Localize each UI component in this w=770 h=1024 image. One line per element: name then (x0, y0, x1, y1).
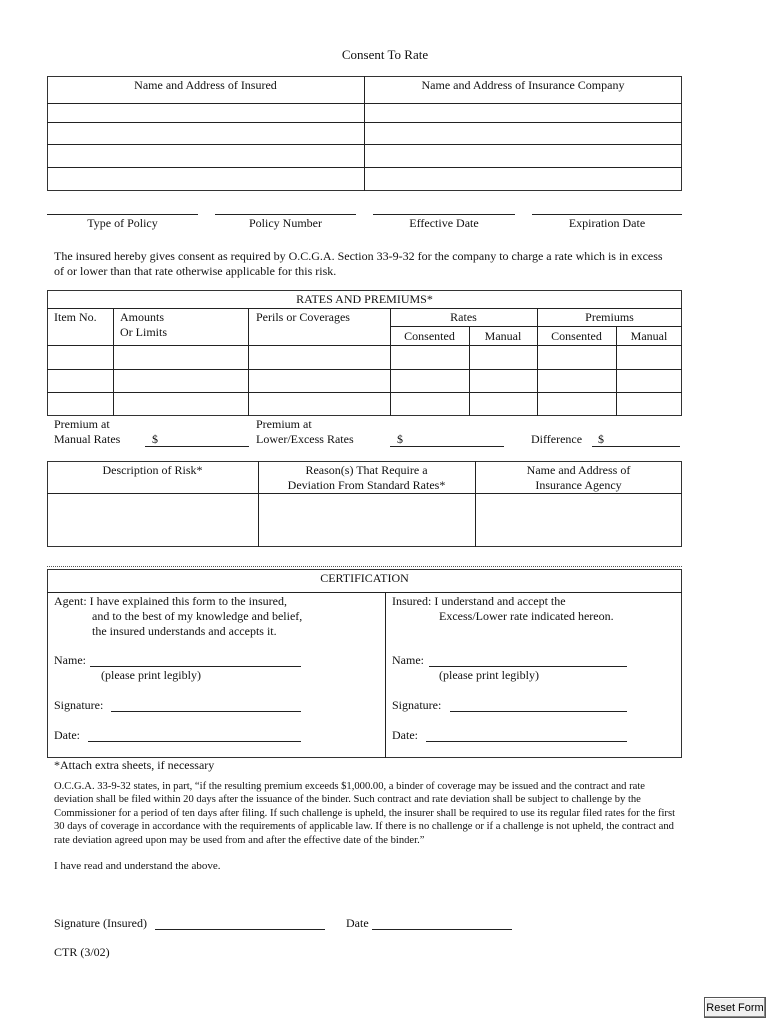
difference-field[interactable] (606, 430, 680, 446)
insured-date-label: Date: (392, 728, 418, 742)
description-header: Description of Risk* (102, 463, 203, 477)
insured-name-label: Name: (392, 653, 424, 667)
insured-date-field[interactable] (426, 725, 627, 741)
perils-header: Perils or Coverages (256, 310, 350, 324)
premiums-manual-header: Manual (630, 329, 668, 343)
signature-insured-field[interactable] (155, 913, 325, 929)
policy-type-field[interactable] (47, 196, 198, 213)
read-statement: I have read and understand the above. (54, 860, 221, 872)
agency-field[interactable] (477, 495, 680, 545)
premium-manual-label-1: Premium at (54, 417, 110, 431)
agent-date-field[interactable] (88, 725, 301, 741)
rates-table-title: RATES AND PREMIUMS* (296, 292, 433, 306)
difference-dollar: $ (598, 432, 604, 446)
statute-paragraph: O.C.G.A. 33-9-32 states, in part, “if the resulting premium exceeds $1,000.00, a binder of coverage may be issued and the contract and rate deviation shall be filed within 20 days after the issuance of the binder. Such contract and rate deviation shall be subject to challenge by the Commissioner for a period of ten days after filing. If such challenge is upheld, the insurer shall be required to use its regular filed rates for the first 30 days of coverage in accordance with the requirements of applicable law. If there is no challenge or if a challenge is not upheld, the contract and rate deviation agreed upon may be used from and after the effective date of the binder.” (54, 781, 676, 846)
limits-header: Or Limits (120, 325, 167, 339)
expiration-date-label: Expiration Date (568, 216, 646, 230)
form-id: CTR (3/02) (54, 945, 110, 959)
effective-date-field[interactable] (373, 196, 515, 213)
reasons-header-2: Deviation From Standard Rates* (287, 478, 446, 492)
expiration-date-field[interactable] (532, 196, 682, 213)
rates-header: Rates (450, 310, 477, 324)
premium-lower-dollar: $ (397, 432, 403, 446)
item-no-header: Item No. (54, 310, 97, 324)
effective-date-label: Effective Date (409, 216, 479, 230)
rates-row[interactable] (48, 346, 681, 368)
insured-name-header: Name and Address of Insured (134, 78, 277, 92)
attach-note: *Attach extra sheets, if necessary (54, 758, 215, 772)
agent-signature-field[interactable] (111, 695, 301, 711)
premiums-header: Premiums (585, 310, 634, 324)
agent-statement-2: and to the best of my knowledge and belief, (92, 609, 303, 623)
rates-consented-header: Consented (404, 329, 455, 343)
insured-statement-2: Excess/Lower rate indicated hereon. (439, 609, 614, 623)
insured-signature-label: Signature: (392, 698, 442, 712)
amounts-header: Amounts (120, 310, 165, 324)
difference-label: Difference (531, 432, 583, 446)
premium-manual-field[interactable] (160, 430, 249, 446)
signature-insured-label: Signature (Insured) (54, 916, 147, 930)
page-title: Consent To Rate (341, 47, 429, 62)
insured-signature-field[interactable] (450, 695, 627, 711)
policy-number-label: Policy Number (249, 216, 322, 230)
rates-row[interactable] (48, 393, 681, 415)
insured-print-note: (please print legibly) (439, 668, 539, 682)
policy-number-field[interactable] (215, 196, 356, 213)
rates-manual-header: Manual (484, 329, 522, 343)
reasons-header-1: Reason(s) That Require a (305, 463, 428, 477)
premium-lower-label-2: Lower/Excess Rates (256, 432, 354, 446)
certification-title: CERTIFICATION (320, 571, 409, 585)
agency-header-1: Name and Address of (526, 463, 631, 477)
rates-row[interactable] (48, 370, 681, 391)
policy-type-label: Type of Policy (87, 216, 158, 230)
insured-field[interactable] (49, 105, 362, 189)
agent-name-label: Name: (54, 653, 86, 667)
premium-manual-dollar: $ (152, 432, 158, 446)
premium-lower-field[interactable] (405, 430, 504, 446)
description-field[interactable] (49, 495, 256, 545)
agent-signature-label: Signature: (54, 698, 104, 712)
insured-name-cert-field[interactable] (429, 650, 627, 666)
consent-paragraph: The insured hereby gives consent as required by O.C.G.A. Section 33-9-32 for the company to charge a rate which is in excess of or lower than that rate otherwise applicable for this risk. (54, 249, 663, 278)
agent-print-note: (please print legibly) (101, 668, 201, 682)
agent-date-label: Date: (54, 728, 80, 742)
company-field[interactable] (366, 105, 680, 189)
reasons-field[interactable] (260, 495, 473, 545)
agent-statement-3: the insured understands and accepts it. (92, 624, 277, 638)
premiums-consented-header: Consented (551, 329, 602, 343)
final-date-label: Date (346, 916, 369, 930)
premium-lower-label-1: Premium at (256, 417, 312, 431)
company-name-header: Name and Address of Insurance Company (421, 78, 625, 92)
reset-form-button[interactable]: Reset Form (704, 997, 766, 1018)
agent-statement-1: Agent: I have explained this form to the insured, (54, 594, 287, 608)
agency-header-2: Insurance Agency (535, 478, 622, 492)
premium-manual-label-2: Manual Rates (54, 432, 121, 446)
agent-name-field[interactable] (90, 650, 301, 666)
final-date-field[interactable] (372, 913, 512, 929)
insured-statement-1: Insured: I understand and accept the (392, 594, 566, 608)
